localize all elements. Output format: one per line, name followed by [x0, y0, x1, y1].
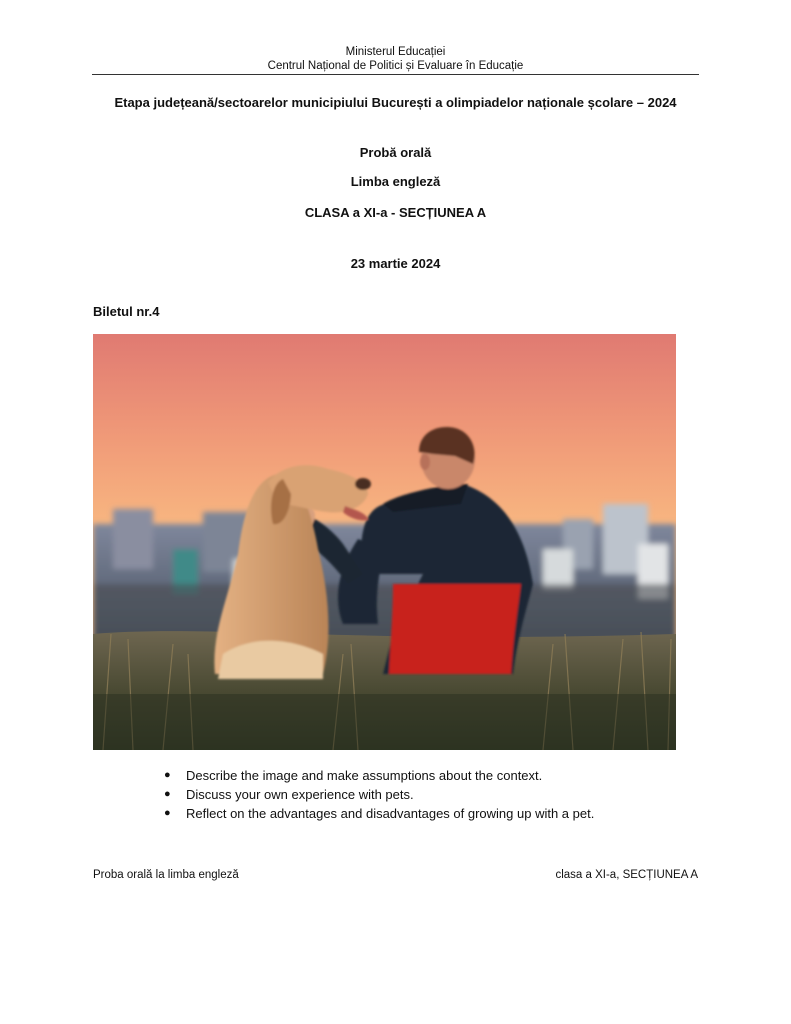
class-section: CLASA a XI-a - SECȚIUNEA A	[304, 205, 487, 220]
bullet-icon: ●	[164, 769, 171, 781]
exam-type: Probă orală	[359, 145, 432, 160]
subject: Limba engleză	[350, 174, 441, 189]
list-item: ● Describe the image and make assumptions about the context.	[164, 768, 543, 783]
exam-date: 23 martie 2024	[350, 256, 441, 271]
ministry-name: Ministerul Educației	[345, 46, 446, 58]
list-item: ● Reflect on the advantages and disadvantages of growing up with a pet.	[164, 806, 595, 821]
center-name: Centrul Național de Politici și Evaluare în Educație	[267, 60, 524, 72]
footer-left: Proba orală la limba engleză	[93, 869, 239, 881]
man-with-dog-photo	[93, 334, 676, 750]
list-item: ● Discuss your own experience with pets.	[164, 787, 414, 802]
bullet-icon: ●	[164, 788, 171, 800]
bullet-icon: ●	[164, 807, 171, 819]
document-header	[92, 45, 699, 73]
task-list	[163, 766, 594, 823]
document-title: Etapa județeană/sectoarelor municipiului București a olimpiadelor naționale școlare – 2024	[114, 95, 677, 110]
footer-right: clasa a XI-a, SECȚIUNEA A	[555, 869, 698, 881]
header-divider	[92, 74, 699, 75]
ticket-number: Biletul nr.4	[93, 304, 160, 319]
